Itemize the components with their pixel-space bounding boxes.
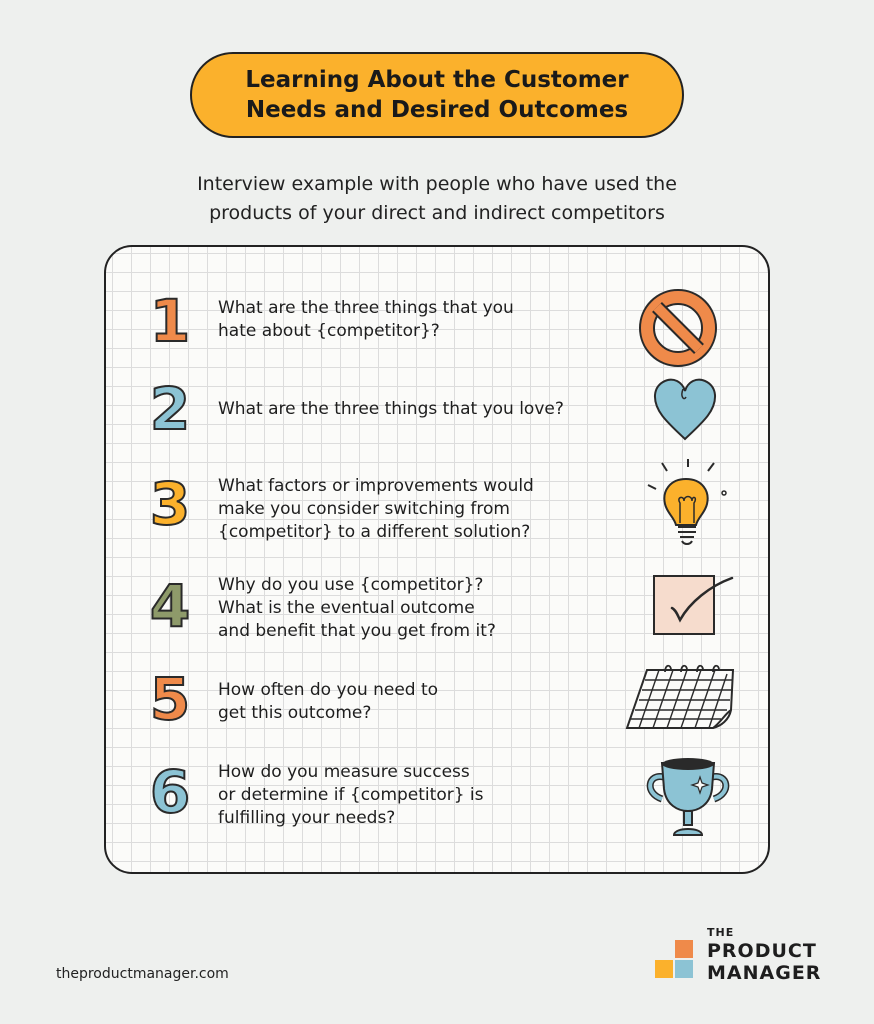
logo-block-blue — [675, 960, 693, 978]
title-line-1: Learning About the Customer — [245, 67, 629, 93]
trophy-icon — [640, 749, 736, 845]
subtitle — [100, 170, 774, 228]
item-number-5: 5 — [149, 665, 191, 733]
item-number-4: 4 — [149, 572, 191, 640]
subtitle-line-2: products of your direct and indirect competitors — [209, 202, 665, 224]
subtitle-line-1: Interview example with people who have used the — [197, 173, 677, 195]
question-text-5 — [218, 679, 618, 725]
question-3-line-3: {competitor} to a different solution? — [218, 522, 531, 542]
logo-block-yellow — [655, 960, 673, 978]
logo-text — [707, 926, 821, 984]
question-6-line-3: fulfilling your needs? — [218, 808, 396, 828]
logo-blocks-icon — [655, 940, 695, 980]
question-1-line-1: What are the three things that you — [218, 298, 514, 318]
logo-product: PRODUCT — [707, 940, 817, 962]
question-4-line-1: Why do you use {competitor}? — [218, 575, 484, 595]
calendar-icon — [621, 662, 739, 734]
lightbulb-icon — [640, 457, 730, 553]
question-4-line-2: What is the eventual outcome — [218, 598, 475, 618]
item-number-6: 6 — [149, 758, 191, 826]
logo-the: THE — [707, 926, 735, 939]
question-text-4 — [218, 574, 618, 643]
question-text-2 — [218, 398, 618, 421]
question-6-line-2: or determine if {competitor} is — [218, 785, 484, 805]
question-1-line-2: hate about {competitor}? — [218, 321, 440, 341]
logo-manager: MANAGER — [707, 962, 822, 984]
question-text-1 — [218, 297, 618, 343]
question-5-line-2: get this outcome? — [218, 703, 372, 723]
question-3-line-1: What factors or improvements would — [218, 476, 534, 496]
logo-block-orange — [675, 940, 693, 958]
brand-logo — [655, 926, 825, 988]
question-6-line-1: How do you measure success — [218, 762, 470, 782]
heart-icon — [650, 375, 720, 445]
title-line-2: Needs and Desired Outcomes — [245, 97, 629, 123]
item-number-2: 2 — [149, 375, 191, 443]
checkbox-icon — [648, 572, 736, 640]
question-5-line-1: How often do you need to — [218, 680, 439, 700]
question-4-line-3: and benefit that you get from it? — [218, 621, 496, 641]
title-banner — [190, 52, 684, 138]
question-2-line-1: What are the three things that you love? — [218, 399, 564, 419]
footer-url: theproductmanager.com — [56, 966, 229, 982]
question-3-line-2: make you consider switching from — [218, 499, 510, 519]
item-number-3: 3 — [149, 470, 191, 538]
no-sign-icon — [639, 289, 717, 367]
question-text-6 — [218, 761, 618, 830]
item-number-1: 1 — [149, 287, 191, 355]
question-text-3 — [218, 475, 618, 544]
questions-card — [104, 245, 770, 874]
